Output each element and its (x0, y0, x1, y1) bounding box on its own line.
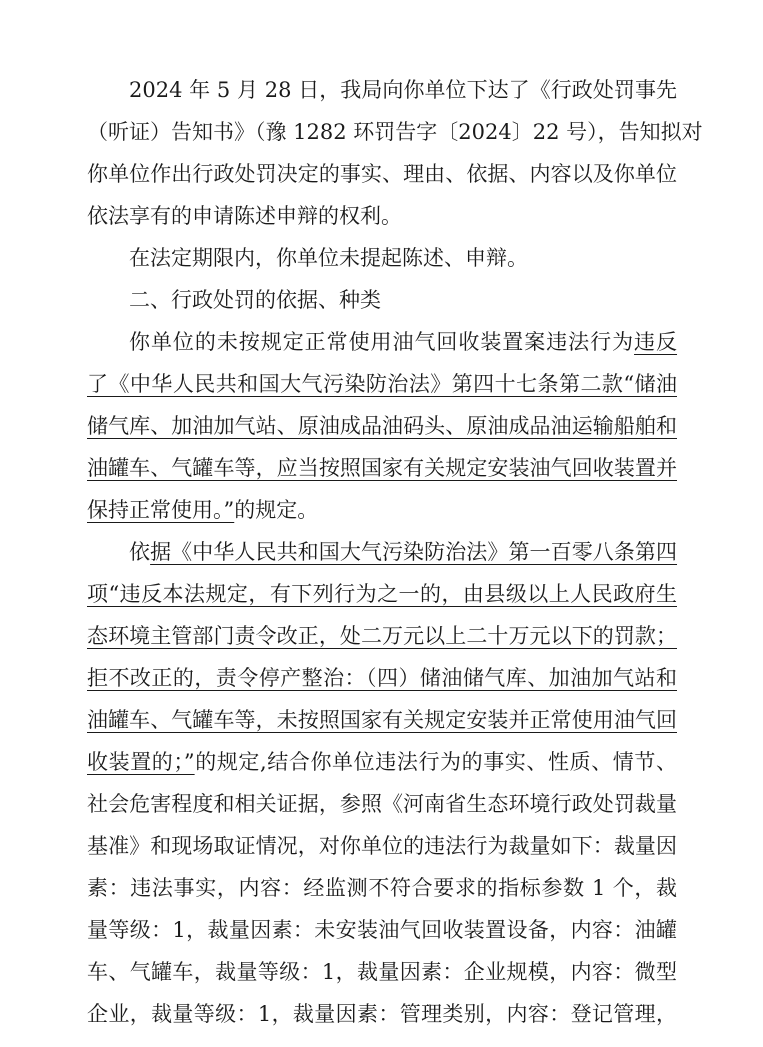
para4-line9: 素：违法事实，内容：经监测不符合要求的指标参数 1 个，裁 (87, 876, 677, 900)
section-heading: 二、行政处罚的依据、种类 (129, 288, 381, 312)
para4-line6-plain: 的规定,结合你单位违法行为的事实、性质、情节、 (194, 750, 677, 774)
para4-line8: 基准》和现场取证情况，对你单位的违法行为裁量如下：裁量因 (87, 834, 677, 858)
para4-line4: 拒不改正的，责令停产整治：（四）储油储气库、加油加气站和 (87, 666, 677, 690)
para4-line6-underlined: 收装置的；” (87, 750, 195, 774)
para3-line4: 油罐车、气罐车等，应当按照国家有关规定安装油气回收装置并 (87, 456, 677, 480)
para4-line1-underlined: 据《中华人民共和国大气污染防治法》第一百零八条第四 (150, 540, 678, 564)
para4-line1-plain: 依 (129, 540, 151, 564)
para3-line3: 储气库、加油加气站、原油成品油码头、原油成品油运输船舶和 (87, 414, 677, 438)
para3-line1 (129, 322, 677, 362)
para3-line1-underlined: 违反 (634, 330, 678, 354)
para2-line1: 在法定期限内，你单位未提起陈述、申辩。 (129, 246, 528, 270)
para3-line1-plain: 你单位的未按规定正常使用油气回收装置案违法行为 (129, 330, 635, 354)
para4-line1 (129, 532, 677, 572)
para3-line5-plain: 的规定。 (234, 498, 319, 522)
para4-line2: 项“违反本法规定，有下列行为之一的，由县级以上人民政府生 (87, 582, 677, 606)
para1-line1: 2024 年 5 月 28 日，我局向你单位下达了《行政处罚事先 (129, 78, 677, 102)
para3-line2: 了《中华人民共和国大气污染防治法》第四十七条第二款“储油 (87, 372, 677, 396)
para3-line5 (87, 490, 677, 530)
para4-line7: 社会危害程度和相关证据，参照《河南省生态环境行政处罚裁量 (87, 792, 677, 816)
para3-line5-underlined: 保持正常使用。” (87, 498, 235, 522)
para4-line10: 量等级：1，裁量因素：未安装油气回收装置设备，内容：油罐 (87, 918, 677, 942)
para4-line5: 油罐车、气罐车等，未按照国家有关规定安装并正常使用油气回 (87, 708, 677, 732)
para1-line4: 依法享有的申请陈述申辩的权利。 (87, 204, 402, 228)
para1-line3: 你单位作出行政处罚决定的事实、理由、依据、内容以及你单位 (87, 162, 677, 186)
para4-line3: 态环境主管部门责令改正，处二万元以上二十万元以下的罚款； (87, 624, 677, 648)
para4-line6 (87, 742, 677, 782)
para4-line11: 车、气罐车，裁量等级：1，裁量因素：企业规模，内容：微型 (87, 960, 677, 984)
para1-line2: （听证）告知书》（豫 1282 环罚告字〔2024〕22 号），告知拟对 (87, 120, 703, 144)
para4-line12: 企业，裁量等级：1，裁量因素：管理类别，内容：登记管理， (87, 1002, 677, 1026)
